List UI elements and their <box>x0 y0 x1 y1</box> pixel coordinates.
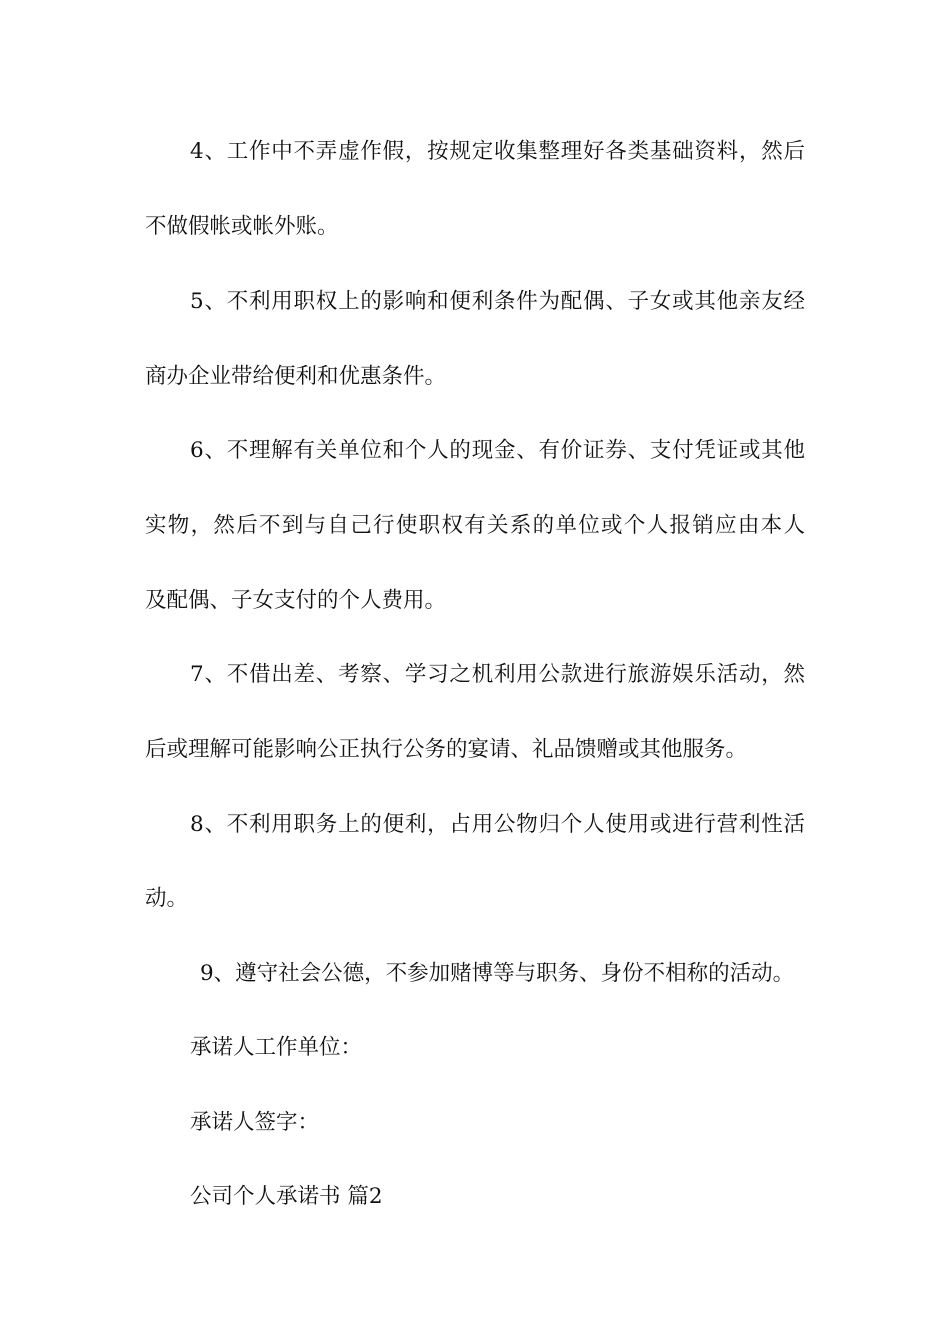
signature-label: 承诺人签字： <box>190 1110 320 1135</box>
paragraph-4-line-2: 不做假帐或帐外账。 <box>145 214 339 239</box>
paragraph-5-line-1: 5、不利用职权上的影响和便利条件为配偶、子女或其他亲友经 <box>190 289 805 314</box>
paragraph-6-line-2: 实物，然后不到与自己行使职权有关系的单位或个人报销应由本人 <box>145 513 805 538</box>
paragraph-8-line-2: 动。 <box>145 886 189 911</box>
paragraph-7-line-1: 7、不借出差、考察、学习之机利用公款进行旅游娱乐活动，然 <box>190 662 805 687</box>
paragraph-8-line-1: 8、不利用职务上的便利，占用公物归个人使用或进行营利性活 <box>190 812 805 837</box>
paragraph-6-line-1: 6、不理解有关单位和个人的现金、有价证券、支付凭证或其他 <box>190 438 805 463</box>
work-unit-label: 承诺人工作单位： <box>190 1035 363 1060</box>
paragraph-4-line-1: 4、工作中不弄虚作假，按规定收集整理好各类基础资料，然后 <box>190 139 805 164</box>
next-section-title: 公司个人承诺书 篇2 <box>190 1184 383 1209</box>
paragraph-7-line-2: 后或理解可能影响公正执行公务的宴请、礼品馈赠或其他服务。 <box>145 737 748 762</box>
paragraph-9: 9、遵守社会公德，不参加赌博等与职务、身份不相称的活动。 <box>200 961 795 986</box>
paragraph-6-line-3: 及配偶、子女支付的个人费用。 <box>145 588 447 613</box>
paragraph-5-line-2: 商办企业带给便利和优惠条件。 <box>145 364 447 389</box>
